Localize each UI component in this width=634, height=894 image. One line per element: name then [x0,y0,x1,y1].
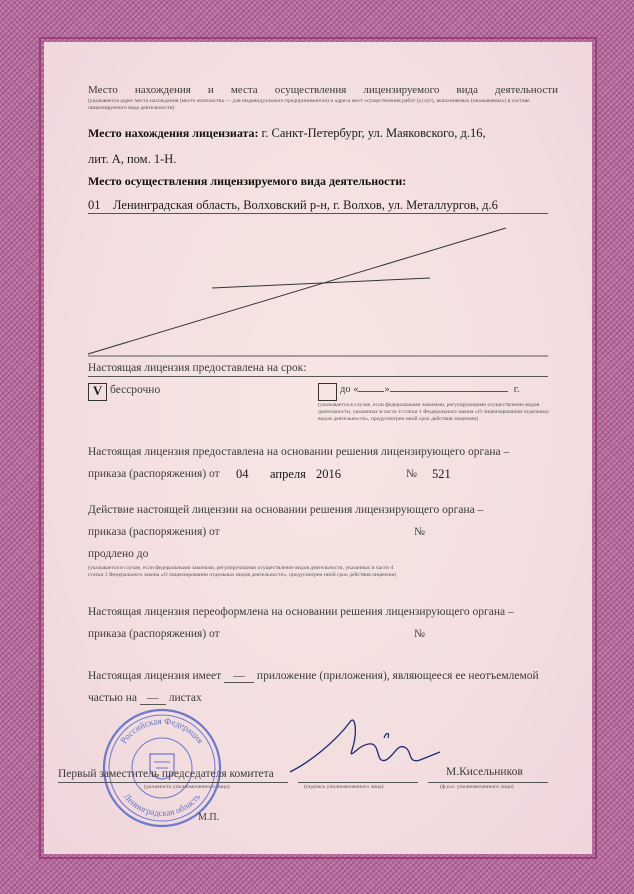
stamp-text-top: Российская Федерация [118,715,206,746]
cross-out-stroke [212,278,430,288]
term-underline [88,376,548,377]
extension-number-sign: № [414,526,425,538]
appendix-line1-a: Настоящая лицензия имеет [88,670,222,682]
appendix-line1-b: приложение (приложения), являющееся ее неотъемлемой [256,670,539,682]
sign-underline [298,782,418,783]
until-prefix: до « [340,384,359,395]
until-checkbox[interactable] [318,383,337,401]
appendix-sheets: — [140,692,166,705]
appendix-line2-b: листах [168,692,202,704]
extension-note: (указывается в случае, если федеральными законами, регулирующими осуществление видов деятельности, указанных в части 4 статьи 1 Федерального закона «О лицензировании отдельных видов деятельности», предусмотрен иной срок действия лицензии) [88,565,397,578]
activity-item-number: 01 [88,198,101,212]
cross-out-diagonal [88,228,506,354]
location-address-1: г. Санкт-Петербург, ул. Маяковского, д.16, [261,126,486,140]
check-mark: V [93,384,103,398]
basis-day: 04 [236,467,249,481]
appendix-count: — [224,670,254,683]
signatory-name: М.Кисельников [446,766,523,778]
until-mid: » [384,384,390,395]
sign-note: (подпись уполномоченного лица) [304,784,384,790]
cross-out-lines [44,42,592,362]
activity-label: Место осуществления лицензируемого вида деятельности: [88,174,407,188]
stamp-text-bottom: Ленинградская область [121,791,203,819]
reissue-number-sign: № [414,628,425,640]
name-note: (ф.и.о. уполномоченного лица) [440,784,514,790]
basis-month: апреля [270,467,306,481]
signatory-position: Первый заместитель председателя комитета [58,768,274,780]
unlimited-label: бессрочно [110,384,161,396]
extension-order-label: приказа (распоряжения) от [88,526,220,538]
position-underline [58,782,288,783]
until-suffix: г. [513,384,520,395]
appendix-line1 [88,670,539,683]
term-label: Настоящая лицензия предоставлена на срок: [88,362,307,374]
location-address-2: лит. А, пом. 1-Н. [88,152,177,166]
document-body [44,42,592,854]
location-label: Место нахождения лицензиата: [88,126,259,140]
basis-number: 521 [432,467,451,481]
until-row [340,384,519,395]
extension-extended-label: продлено до [88,548,149,560]
basis-line1: Настоящая лицензия предоставлена на основании решения лицензирующего органа – [88,446,510,458]
appendix-line2 [88,692,202,705]
basis-order-label: приказа (распоряжения) от [88,468,220,480]
basis-year: 2016 [316,467,341,481]
signature-stroke [290,720,440,772]
appendix-line2-a: частью на [88,692,137,704]
header-note: (указывается адрес места нахождения (место жительства — для индивидуального предпринимателя) и адреса мест осуществления работ (услуг), выполняемых (оказываемых) в составе лицензируемого вида деятельности) [88,98,530,111]
header-title: Место нахождения и места осуществления лицензируемого вида деятельности [88,84,558,96]
seal-place-label: М.П. [198,812,220,823]
position-note: (должность уполномоченного лица) [144,784,230,790]
reissue-order-label: приказа (распоряжения) от [88,628,220,640]
activity-item-address: Ленинградская область, Волховский р-н, г. Волхов, ул. Металлургов, д.6 [113,198,498,212]
basis-number-sign: № [406,468,417,480]
handwritten-signature [280,702,450,782]
reissue-line1: Настоящая лицензия переоформлена на основании решения лицензирующего органа – [88,606,514,618]
until-note: (указывается в случае, если федеральными законами, регулирующими осуществление видов деятельности, указанных в части 4 статьи 1 Федерального закона «О лицензировании отдельных видов деятельности», предусмотрен иной срок действия лицензии) [318,402,549,422]
unlimited-checkbox[interactable] [88,383,107,401]
name-underline [428,782,548,783]
extension-line1: Действие настоящей лицензии на основании решения лицензирующего органа – [88,504,484,516]
